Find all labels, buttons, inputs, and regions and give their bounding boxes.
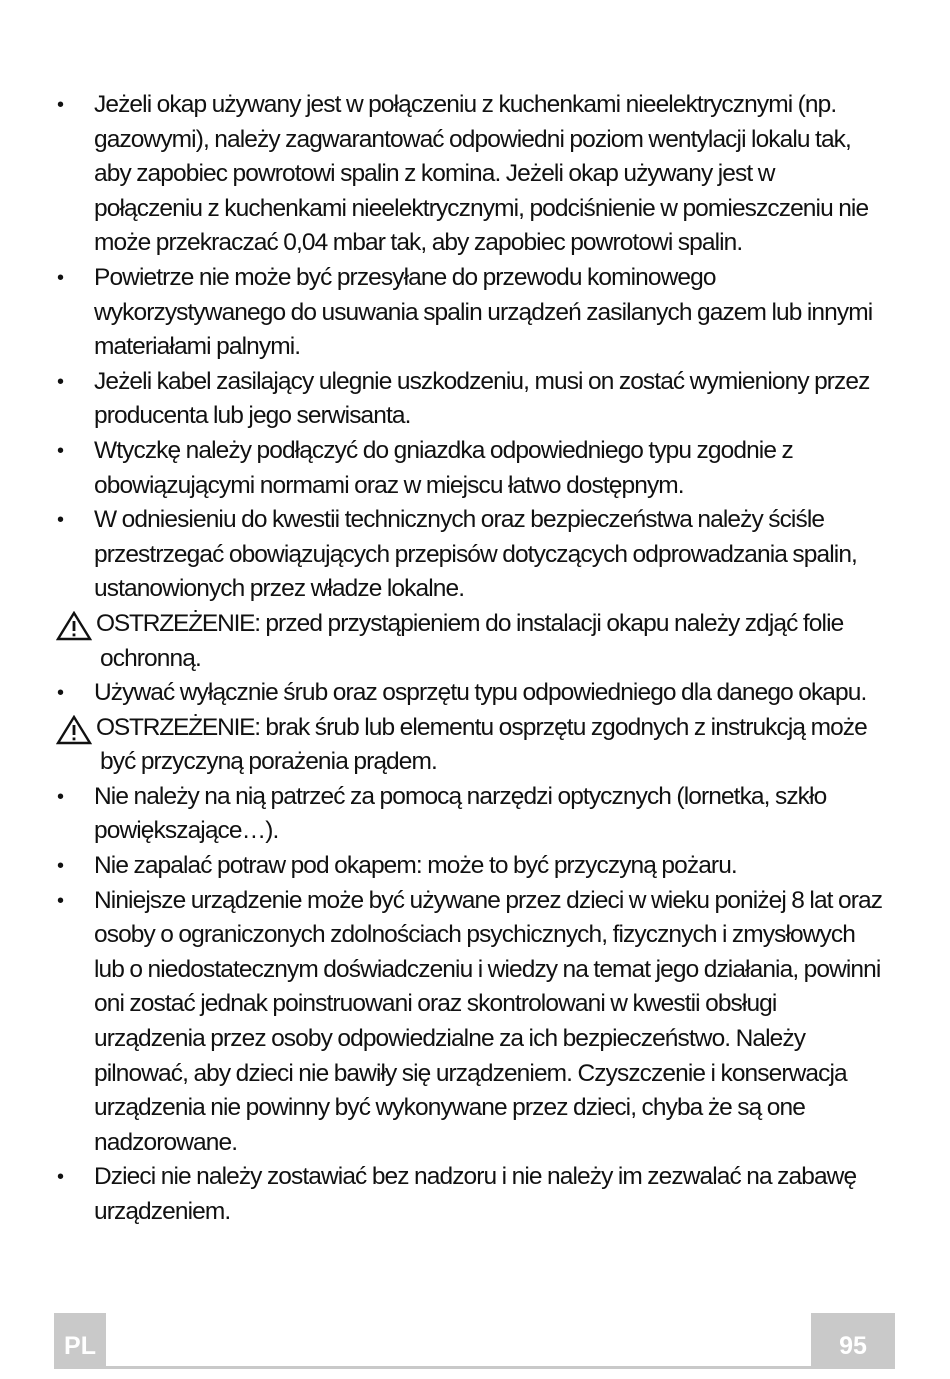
page-number: 95 xyxy=(811,1313,895,1369)
bullet: • xyxy=(57,889,64,912)
list-item xyxy=(0,780,884,849)
bullet: • xyxy=(57,682,64,705)
item-text: W odniesieniu do kwestii technicznych oraz bezpieczeństwa należy ściśle przestrzegać obowiązujących przepisów dotyczących odprowadzania spalin, ustanowionych przez władze lokalne. xyxy=(94,506,857,603)
warning-triangle-icon xyxy=(56,715,92,745)
bullet: • xyxy=(57,1166,64,1189)
item-text: Nie zapalać potraw pod okapem: może to być przyczyną pożaru. xyxy=(94,852,737,880)
bullet: • xyxy=(57,785,64,808)
list-item xyxy=(0,261,884,365)
warning-text: przed przystąpieniem do instalacji okapu należy zdjąć folie xyxy=(259,609,844,637)
list-item xyxy=(0,1160,884,1229)
list-item xyxy=(0,884,884,1161)
warning-text: brak śrub lub elementu osprzętu zgodnych z instrukcją może xyxy=(259,713,867,741)
item-text: Używać wyłącznie śrub oraz osprzętu typu odpowiedniego dla danego okapu. xyxy=(94,679,867,707)
item-text: Jeżeli kabel zasilający ulegnie uszkodzeniu, musi on zostać wymieniony przez producenta lub jego serwisanta. xyxy=(94,367,870,430)
warning-text-continued: ochronną. xyxy=(100,644,201,672)
list-item xyxy=(0,503,884,607)
item-text: Nie należy na nią patrzeć za pomocą narzędzi optycznych (lornetka, szkło powiększające…). xyxy=(94,782,827,845)
item-text: Jeżeli okap używany jest w połączeniu z kuchenkami nieelektrycznymi (np. gazowymi), należy zagwarantować odpowiedni poziom wentylacji lokalu tak, aby zapobiec powrotowi spalin z komina. Jeżeli okap używany jest w połączeniu z kuchenkami nieelektrycznymi, podciśnienie w pomieszczeniu nie może przekraczać 0,04 mbar tak, aby zapobiec powrotowi spalin. xyxy=(94,91,869,257)
bullet: • xyxy=(57,370,64,393)
list-item xyxy=(0,434,884,503)
list-item xyxy=(0,676,884,711)
bullet: • xyxy=(57,855,64,878)
item-text: Powietrze nie może być przesyłane do przewodu kominowego wykorzystywanego do usuwania spalin urządzeń zasilanych gazem lub innymi materiałami palnymi. xyxy=(94,263,873,361)
warning-label: OSTRZEŻENIE: xyxy=(96,609,260,637)
warning-text-continued: być przyczyną porażenia prądem. xyxy=(100,748,437,776)
list-item xyxy=(0,365,884,434)
footer-divider xyxy=(106,1366,811,1369)
bullet: • xyxy=(57,94,64,116)
item-text: Dzieci nie należy zostawiać bez nadzoru i nie należy im zezwalać na zabawę urządzeniem. xyxy=(94,1163,857,1225)
bullet: • xyxy=(57,509,64,532)
list-item xyxy=(0,849,884,884)
page-footer xyxy=(54,1313,895,1369)
language-tab: PL xyxy=(54,1313,106,1369)
warning-label: OSTRZEŻENIE: xyxy=(96,713,260,741)
bullet: • xyxy=(57,439,64,462)
bullet: • xyxy=(57,266,64,289)
list-item xyxy=(0,88,884,261)
warning-note xyxy=(0,711,886,780)
instruction-list xyxy=(0,88,950,1230)
warning-note xyxy=(0,607,886,676)
item-text: Niniejsze urządzenie może być używane przez dzieci w wieku poniżej 8 lat oraz osoby o ograniczonych zdolnościach psychicznych, fizycznych i zmysłowych lub o niedostatecznym doświadczeniu i wiedzy na temat jego działania, powinni oni zostać jednak poinstruowani oraz skontrolowani w kwestii obsługi urządzenia przez osoby odpowiedzialne za ich bezpieczeństwo. Należy pilnować, aby dzieci nie bawiły się urządzeniem. Czyszczenie i konserwacja urządzenia nie powinny być wykonywane przez dzieci, chyba że są one nadzorowane. xyxy=(94,886,883,1156)
warning-triangle-icon xyxy=(56,611,92,641)
item-text: Wtyczkę należy podłączyć do gniazdka odpowiedniego typu zgodnie z obowiązującymi normami oraz w miejscu łatwo dostępnym. xyxy=(94,436,793,499)
